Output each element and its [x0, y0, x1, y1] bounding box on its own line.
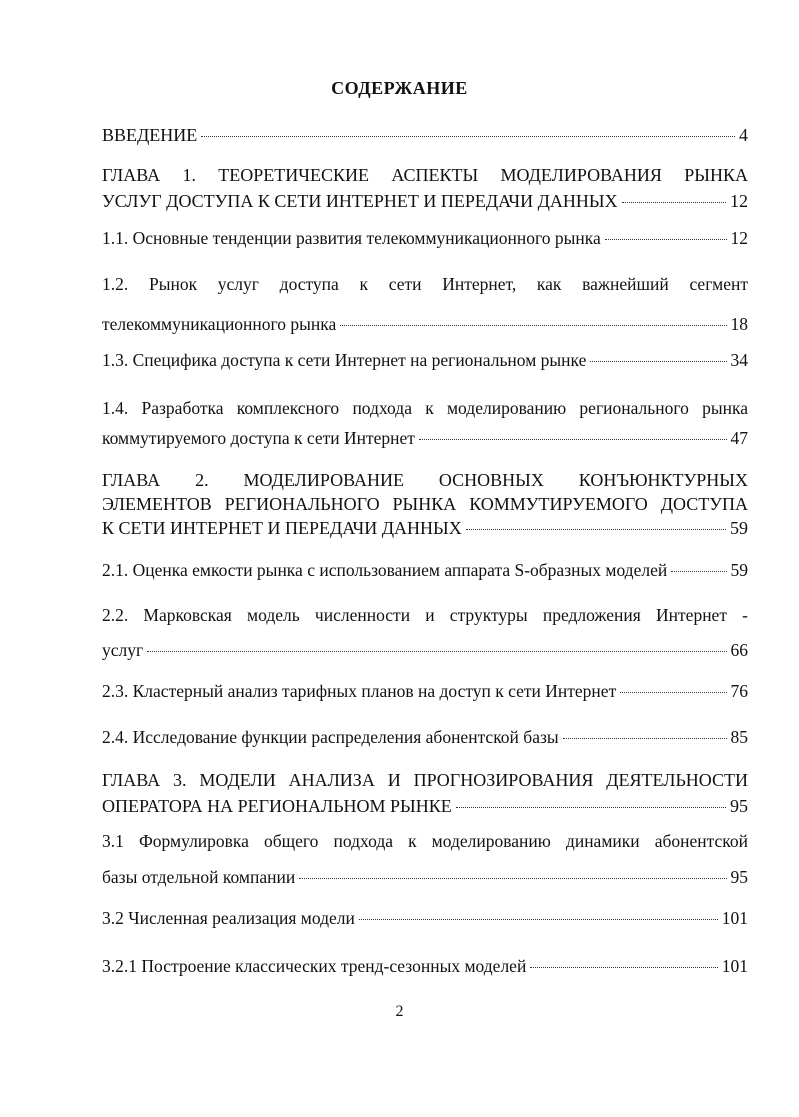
- dot-leader: [359, 919, 718, 920]
- dot-leader: [620, 692, 726, 693]
- toc-entry-text: ГЛАВА 1. ТЕОРЕТИЧЕСКИЕ АСПЕКТЫ МОДЕЛИРОВАНИЯ РЫНКА: [102, 165, 748, 185]
- toc-page-number: 4: [739, 125, 748, 145]
- toc-entry-text: услуг: [102, 640, 144, 660]
- toc-entry-text: ГЛАВА 3. МОДЕЛИ АНАЛИЗА И ПРОГНОЗИРОВАНИЯ ДЕЯТЕЛЬНОСТИ: [102, 770, 748, 790]
- toc-entry-3-2-1[interactable]: [102, 954, 748, 978]
- toc-page-number: 85: [730, 727, 748, 747]
- toc-page-number: 66: [730, 640, 748, 660]
- dot-leader: [590, 361, 726, 362]
- toc-entry-text: телекоммуникационного рынка: [102, 314, 337, 334]
- dot-leader: [340, 325, 726, 326]
- toc-entry-text: УСЛУГ ДОСТУПА К СЕТИ ИНТЕРНЕТ И ПЕРЕДАЧИ ДАННЫХ: [102, 191, 618, 211]
- toc-entry-text: 1.1. Основные тенденции развития телекоммуникационного рынка: [102, 228, 601, 248]
- toc-page-number: 34: [730, 350, 748, 370]
- toc-entry-text: ВВЕДЕНИЕ: [102, 125, 198, 145]
- toc-entry-1-1[interactable]: [102, 226, 748, 250]
- toc-entry-2-3[interactable]: [102, 679, 748, 703]
- toc-page-number: 95: [730, 796, 748, 816]
- toc-entry-text: коммутируемого доступа к сети Интернет: [102, 428, 415, 448]
- toc-page-number: 59: [730, 518, 748, 538]
- toc-entry-text: ОПЕРАТОРА НА РЕГИОНАЛЬНОМ РЫНКЕ: [102, 796, 452, 816]
- toc-entry-text: 3.2 Численная реализация модели: [102, 908, 355, 928]
- toc-entry-2-4[interactable]: [102, 725, 748, 749]
- dot-leader: [530, 967, 717, 968]
- toc-page-number: 18: [730, 314, 748, 334]
- dot-leader: [456, 807, 726, 808]
- toc-entry-chapter-1[interactable]: [102, 163, 748, 213]
- toc-entry-3-1[interactable]: [102, 829, 748, 889]
- dot-leader: [622, 202, 726, 203]
- dot-leader: [671, 571, 726, 572]
- dot-leader: [605, 239, 727, 240]
- toc-entry-text: 2.1. Оценка емкости рынка с использованием аппарата S-образных моделей: [102, 560, 668, 580]
- dot-leader: [299, 878, 726, 879]
- page-title: СОДЕРЖАНИЕ: [331, 78, 468, 98]
- toc-entry-1-2[interactable]: [102, 272, 748, 336]
- toc-page-number: 76: [730, 681, 748, 701]
- toc-page-number: 47: [730, 428, 748, 448]
- page-number: 2: [395, 1003, 404, 1020]
- toc-entry-text: 2.4. Исследование функции распределения абонентской базы: [102, 727, 559, 747]
- toc-entry-1-3[interactable]: [102, 348, 748, 372]
- toc-entry-text: ГЛАВА 2. МОДЕЛИРОВАНИЕ ОСНОВНЫХ КОНЪЮНКТУРНЫХ: [102, 470, 748, 490]
- toc-entry-introduction[interactable]: [102, 123, 748, 147]
- toc-page-number: 95: [730, 867, 748, 887]
- toc-entry-text: 1.2. Рынок услуг доступа к сети Интернет, как важнейший сегмент: [102, 274, 748, 294]
- toc-page-number: 12: [730, 228, 748, 248]
- toc-entry-text: 1.4. Разработка комплексного подхода к моделированию регионального рынка: [102, 398, 748, 418]
- dot-leader: [147, 651, 726, 652]
- toc-entry-1-4[interactable]: [102, 396, 748, 450]
- toc-page-number: 101: [721, 908, 748, 928]
- toc-entry-3-2[interactable]: [102, 906, 748, 930]
- toc-entry-2-1[interactable]: [102, 558, 748, 582]
- dot-leader: [466, 529, 726, 530]
- toc-page-number: 101: [721, 956, 748, 976]
- toc-entry-text: 1.3. Специфика доступа к сети Интернет на региональном рынке: [102, 350, 587, 370]
- toc-entry-text: 3.1 Формулировка общего подхода к моделированию динамики абонентской: [102, 831, 748, 851]
- dot-leader: [201, 136, 735, 137]
- toc-entry-text: 2.3. Кластерный анализ тарифных планов на доступ к сети Интернет: [102, 681, 617, 701]
- toc-entry-text: К СЕТИ ИНТЕРНЕТ И ПЕРЕДАЧИ ДАННЫХ: [102, 518, 462, 538]
- toc-entry-chapter-3[interactable]: [102, 768, 748, 818]
- toc-entry-chapter-2[interactable]: [102, 468, 748, 540]
- toc-entry-text: базы отдельной компании: [102, 867, 296, 887]
- toc-entry-2-2[interactable]: [102, 603, 748, 662]
- toc-page-number: 12: [730, 191, 748, 211]
- dot-leader: [563, 738, 727, 739]
- dot-leader: [419, 439, 727, 440]
- toc-entry-text: 3.2.1 Построение классических тренд-сезонных моделей: [102, 956, 527, 976]
- toc-page-number: 59: [730, 560, 748, 580]
- toc-entry-text: ЭЛЕМЕНТОВ РЕГИОНАЛЬНОГО РЫНКА КОММУТИРУЕМОГО ДОСТУПА: [102, 494, 748, 514]
- toc-entry-text: 2.2. Марковская модель численности и структуры предложения Интернет -: [102, 605, 748, 625]
